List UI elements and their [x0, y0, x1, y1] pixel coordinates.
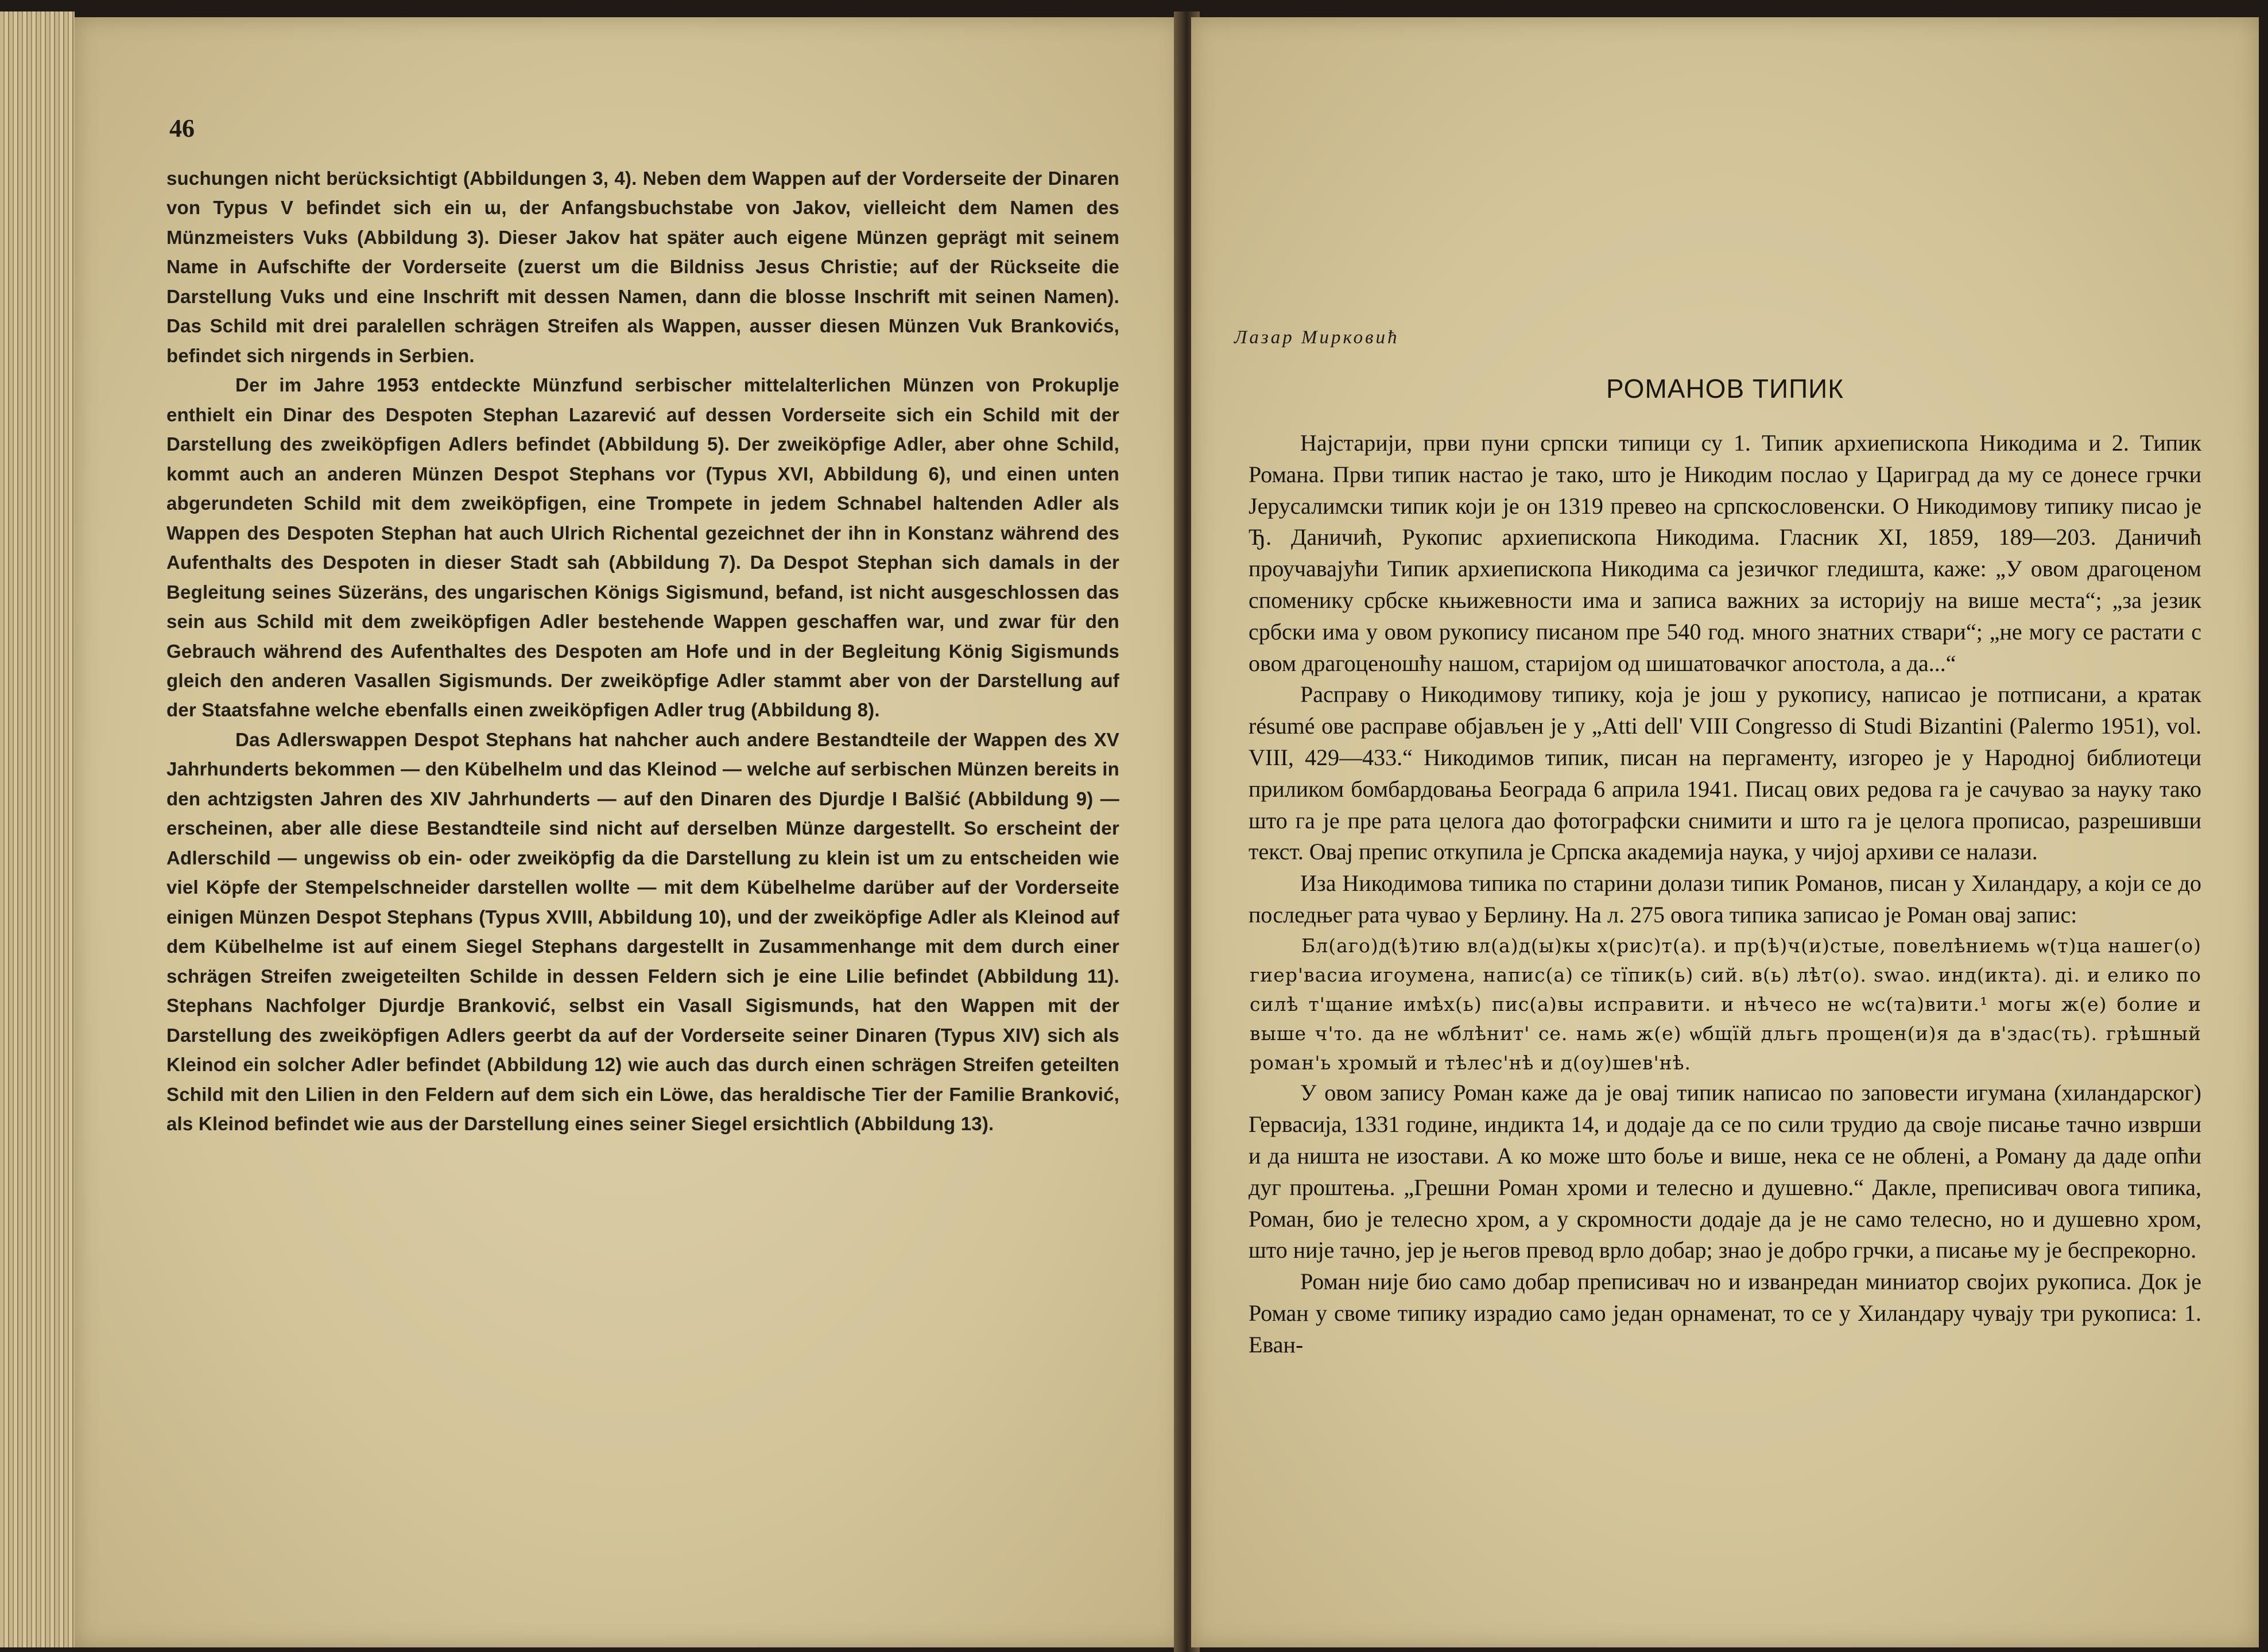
right-paragraph-1: Најстарији, први пуни српски типици су 1. Типик архиепископа Никодима и 2. Типик Романа. Први типик настао је тако, што је Никодим послао у Цариград да му се донесе грчки Јерусалимски типик који је он 1319 превео на српскословенски. О Никодимову типику писао је Ђ. Даничић, Рукопис архиепископа Никодима. Гласник XI, 1859, 189—203. Даничић проучавајући Типик архиепископа Никодима са језичког гледишта, каже: „У овом драгоценом споменику србске књижевности има и записа важних за историју на више места“; „за језик србски има у овом рукопису писаном пре 540 год. много знатних ствари“; „не могу се растати с овом драгоценошћу нашом, старијом од шишатовачког апостола, а да...“ — [1249, 430, 2201, 676]
article-title: РОМАНОВ ТИПИК — [1606, 374, 1844, 404]
right-page-text — [1249, 428, 2201, 1361]
right-paragraph-3: Иза Никодимова типика по старини долази типик Романов, писан у Хиландару, а који се до последњег рата чувао у Берлину. На л. 275 овога типика записао је Роман овај запис: — [1249, 870, 2201, 928]
old-slavonic-inscription: Бл(аго)д(ѣ)тию вл(а)д(ы)кы х(рис)т(а). и пр(ѣ)ч(и)стые, повелѣниемь ѡ(т)ца нашег(о) гиер'васиа игоумена, напис(а) се тїпик(ь) сий. в(ь) лѣт(о). ѕwао. инд(икта). ді. и елико по силѣ т'щание имѣх(ь) пис(а)вы исправити. и нѣчесо не ѡс(та)вити.¹ могы ж(е) болие и выше ч'то. да не ѡблѣнит' се. намь ж(е) ѡбщїй дльгь прощен(и)я да в'здас(ть). грѣшный роман'ь хромый и тѣлес'нѣ и д(оу)шев'нѣ. — [1250, 934, 2201, 1075]
right-paragraph-4: У овом запису Роман каже да је овај типик написао по заповести игумана (хиландарског) Гервасија, 1331 године, индикта 14, и додаје да се по сили трудио да своје писање тачно изврши и да ништа не изостави. А ко може што боље и више, нека се не обленi, а Роману да даде опћи дуг проштења. „Грешни Роман хроми и телесно и душевно.“ Дакле, преписивач овога типика, Роман, био је телесно хром, а у скромности додаје да је не само телесно, но и душевно хром, што није тачно, јер је његов превод врло добар; знао је добро грчки, а писање му је беспрекорно. — [1249, 1080, 2201, 1263]
left-page-text — [166, 164, 1119, 1138]
page-number: 46 — [169, 114, 195, 142]
page-edges — [0, 11, 75, 1647]
right-paragraph-5: Роман није био само добар преписивач но и изванредан миниатор својих рукописа. Док је Роман у своме типику израдио само један орнаменат, то се у Хиландару чувају три рукописа: 1. Еван- — [1249, 1269, 2201, 1358]
left-paragraph-2: Der im Jahre 1953 entdeckte Münzfund serbischer mittelalterlichen Münzen von Prokuplje enthielt ein Dinar des Despoten Stephan Lazarević auf dessen Vorderseite sich ein Schild mit der Darstellung des zweiköpfigen Adlers befindet (Abbildung 5). Der zweiköpfige Adler, aber ohne Schild, kommt auch an anderen Münzen Despot Stephans vor (Typus XVI, Abbildung 6), und einen unten abgerundeten Schild mit dem zweiköpfigen, eine Trompete in jedem Schnabel haltenden Adler als Wappen des Despoten Stephan hat auch Ulrich Richental gezeichnet der ihn in Konstanz während des Aufenthalts des Despoten in dieser Stadt sah (Abbildung 7). Da Despot Stephan sich damals in der Begleitung seines Süzeräns, des ungarischen Königs Sigismund, befand, ist nicht ausgeschlossen das sein aus Schild mit dem zweiköpfigen Adler bestehende Wappen geschaffen war, und zwar für den Gebrauch während des Aufenthaltes des Despoten am Hofe und in der Begleitung König Sigismunds gleich den anderen Vasallen Sigismunds. Der zweiköpfige Adler stammt aber von der Darstellung auf der Staatsfahne welche ebenfalls einen zweiköpfigen Adler trug (Abbildung 8). — [166, 374, 1119, 721]
left-paragraph-3: Das Adlerswappen Despot Stephans hat nahcher auch andere Bestandteile der Wappen des XV Jahrhunderts bekommen — den Kübelhelm und das Kleinod — welche auf serbischen Münzen bereits in den achtzigsten Jahren des XIV Jahrhunderts — auf den Dinaren des Djurdje I Balšić (Abbildung 9) — erscheinen, aber alle diese Bestandteile sind nicht auf derselben Münze dargestellt. So erscheint der Adlerschild — ungewiss ob ein- oder zweiköpfig da die Darstellung zu klein ist um zu entscheiden wie viel Köpfe der Stempelschneider darstellen wollte — mit dem Kübelhelme darüber auf der Vorderseite einigen Münzen Despot Stephans (Typus XVIII, Abbildung 10), und der zweiköpfige Adler als Kleinod auf dem Kübelhelme ist auf einem Siegel Stephans dargestellt in Zusammenhange mit dem durch einer schrägen Streifen zweigeteilten Schilde in dessen Feldern sich je eine Lilie befindet (Abbildung 11). Stephans Nachfolger Djurdje Branković, selbst ein Vasall Sigismunds, hat den Wappen mit der Darstellung des zweiköpfigen Adlers geerbt da auf der Vorderseite seiner Dinaren (Typus XIV) sich als Kleinod ein solcher Adler befindet (Abbildung 12) wie auch das durch einen schrägen Streifen geteilten Schild mit den Lilien in den Feldern auf dem sich ein Löwe, das heraldische Tier der Familie Branković, als Kleinod befindet wie aus der Darstellung eines seiner Siegel ersichtlich (Abbildung 13). — [166, 728, 1119, 1134]
right-paragraph-2: Расправу о Никодимову типику, која је још у рукопису, написао је потписани, а кратак résumé ове расправе објављен је у „Atti dell' VIII Congresso di Studi Bizantini (Palermo 1951), vol. VIII, 429—433.“ Никодимов типик, писан на пергаменту, изгорео је у Народној библиотеци приликом бомбардовања Београда 6 априла 1941. Писац ових редова га је сачувао за науку тако што га је пре рата целога дао фотографски снимити и што га је целога прописао, разрешивши текст. Овај препис откупила је Српска академија наука, у чијој архиви се налази. — [1249, 681, 2201, 865]
left-paragraph-1: suchungen nicht berücksichtigt (Abbildungen 3, 4). Neben dem Wappen auf der Vorderseite der Dinaren von Typus V befindet sich ein ɯ, der Anfangsbuchstabe von Jakov, vielleicht dem Namen des Münzmeisters Vuks (Abbildung 3). Dieser Jakov hat später auch eigene Münzen geprägt mit seinem Name in Aufschifte der Vorderseite (zuerst um die Bildniss Jesus Christie; auf der Rückseite die Darstellung Vuks und eine Inschrift mit dessen Namen, dann die blosse Inschrift mit seinen Namen). Das Schild mit drei paralellen schrägen Streifen als Wappen, ausser diesen Münzen Vuk Brankovićs, befindet sich nirgends in Serbien. — [166, 168, 1119, 366]
article-author: Лазар Мирковић — [1234, 327, 1399, 348]
